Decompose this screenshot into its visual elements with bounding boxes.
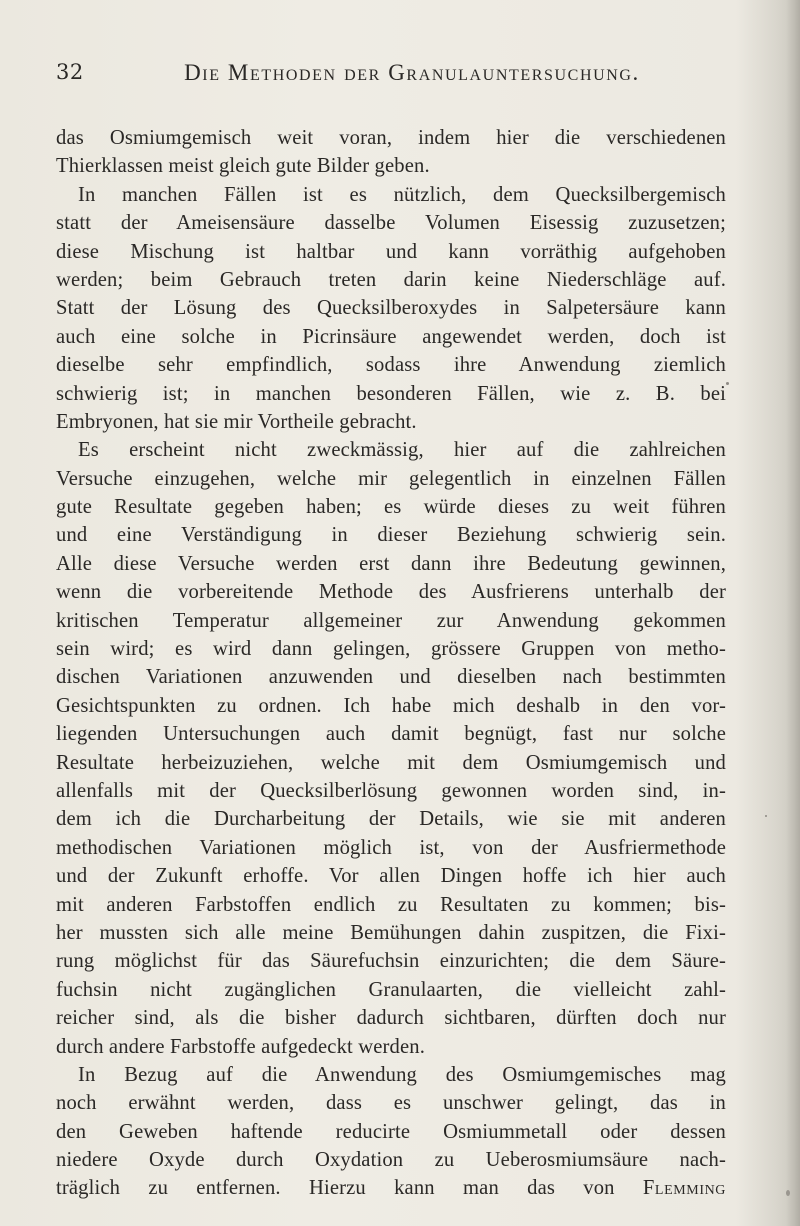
text-line: dieselbe sehr empfindlich, sodass ihre Anwendung ziemlich [56, 354, 726, 377]
text-line: rung möglichst für das Säurefuchsin einzurichten; die dem Säure- [56, 950, 726, 973]
text-line: mit anderen Farbstoffen endlich zu Resultaten zu kommen; bis- [56, 893, 726, 916]
page-number: 32 [56, 60, 84, 84]
text-line: niedere Oxyde durch Oxydation zu Ueberosmiumsäure nach- [56, 1149, 726, 1172]
page-edge-shadow [786, 0, 800, 1226]
text-line: auch eine solche in Picrinsäure angewendet werden, doch ist [56, 325, 726, 348]
text-line: kritischen Temperatur allgemeiner zur Anwendung gekommen [56, 609, 726, 632]
text-line: Es erscheint nicht zweckmässig, hier auf die zahlreichen [78, 439, 726, 462]
text-line: und eine Verständigung in dieser Beziehung schwierig sein. [56, 524, 726, 547]
text-line: Embryonen, hat sie mir Vortheile gebracht. [56, 410, 417, 433]
page-header [56, 60, 726, 100]
text-line: In Bezug auf die Anwendung des Osmiumgemisches mag [78, 1063, 726, 1086]
text-line: diese Mischung ist haltbar und kann vorräthig aufgehoben [56, 240, 726, 263]
text-line: das Osmiumgemisch weit voran, indem hier die verschiedenen [56, 127, 726, 149]
text-line: dischen Variationen anzuwenden und dieselben nach bestimmten [56, 666, 726, 689]
text-line: schwierig ist; in manchen besonderen Fällen, wie z. B. bei [56, 382, 726, 405]
text-line: Gesichtspunkten zu ordnen. Ich habe mich deshalb in den vor- [56, 694, 726, 717]
text-line: methodischen Variationen möglich ist, von der Ausfriermethode [56, 836, 726, 859]
body-text [56, 124, 726, 1203]
paper-speck [726, 382, 729, 385]
paper-speck [786, 1190, 790, 1196]
text-line: Statt der Lösung des Quecksilberoxydes in Salpetersäure kann [56, 297, 726, 320]
text-line: noch erwähnt werden, dass es unschwer gelingt, das in [56, 1092, 726, 1115]
text-line: und der Zukunft erhoffe. Vor allen Dingen hoffe ich hier auch [56, 865, 726, 888]
text-line: liegenden Untersuchungen auch damit begnügt, fast nur solche [56, 723, 726, 746]
text-line: dem ich die Durcharbeitung der Details, wie sie mit anderen [56, 808, 726, 831]
text-line: her mussten sich alle meine Bemühungen dahin zuspitzen, die Fixi- [56, 921, 726, 944]
text-line: fuchsin nicht zugänglichen Granulaarten, die vielleicht zahl- [56, 978, 726, 1001]
text-line: In manchen Fällen ist es nützlich, dem Quecksilbergemisch [78, 183, 726, 206]
final-line-text: träglich zu entfernen. Hierzu kann man das von [56, 1177, 615, 1200]
text-line: allenfalls mit der Quecksilberlösung gewonnen worden sind, in- [56, 779, 726, 802]
text-line: statt der Ameisensäure dasselbe Volumen Eisessig zuzusetzen; [56, 212, 726, 235]
text-line: durch andere Farbstoffe aufgedeckt werden. [56, 1035, 426, 1058]
text-line: werden; beim Gebrauch treten darin keine Niederschläge auf. [56, 268, 726, 291]
text-line: Versuche einzugehen, welche mir gelegentlich in einzelnen Fällen [56, 467, 726, 490]
author-name: Flemming [642, 1177, 726, 1200]
text-line: Alle diese Versuche werden erst dann ihre Bedeutung gewinnen, [56, 552, 726, 575]
text-line: den Geweben haftende reducirte Osmiummetall oder dessen [56, 1120, 726, 1143]
paper-speck [765, 815, 767, 817]
text-line: gute Resultate gegeben haben; es würde dieses zu weit führen [56, 496, 726, 519]
text-line: Thierklassen meist gleich gute Bilder geben. [56, 155, 430, 178]
text-line: sein wird; es wird dann gelingen, grössere Gruppen von metho- [56, 638, 726, 661]
text-line: wenn die vorbereitende Methode des Ausfrierens unterhalb der [56, 581, 726, 604]
text-line: Resultate herbeizuziehen, welche mit dem Osmiumgemisch und [56, 751, 726, 774]
running-head: Die Methoden der Granulauntersuchung. [184, 60, 640, 85]
text-line-final [56, 1174, 726, 1202]
text-line: reicher sind, als die bisher dadurch sichtbaren, dürften doch nur [56, 1007, 726, 1030]
